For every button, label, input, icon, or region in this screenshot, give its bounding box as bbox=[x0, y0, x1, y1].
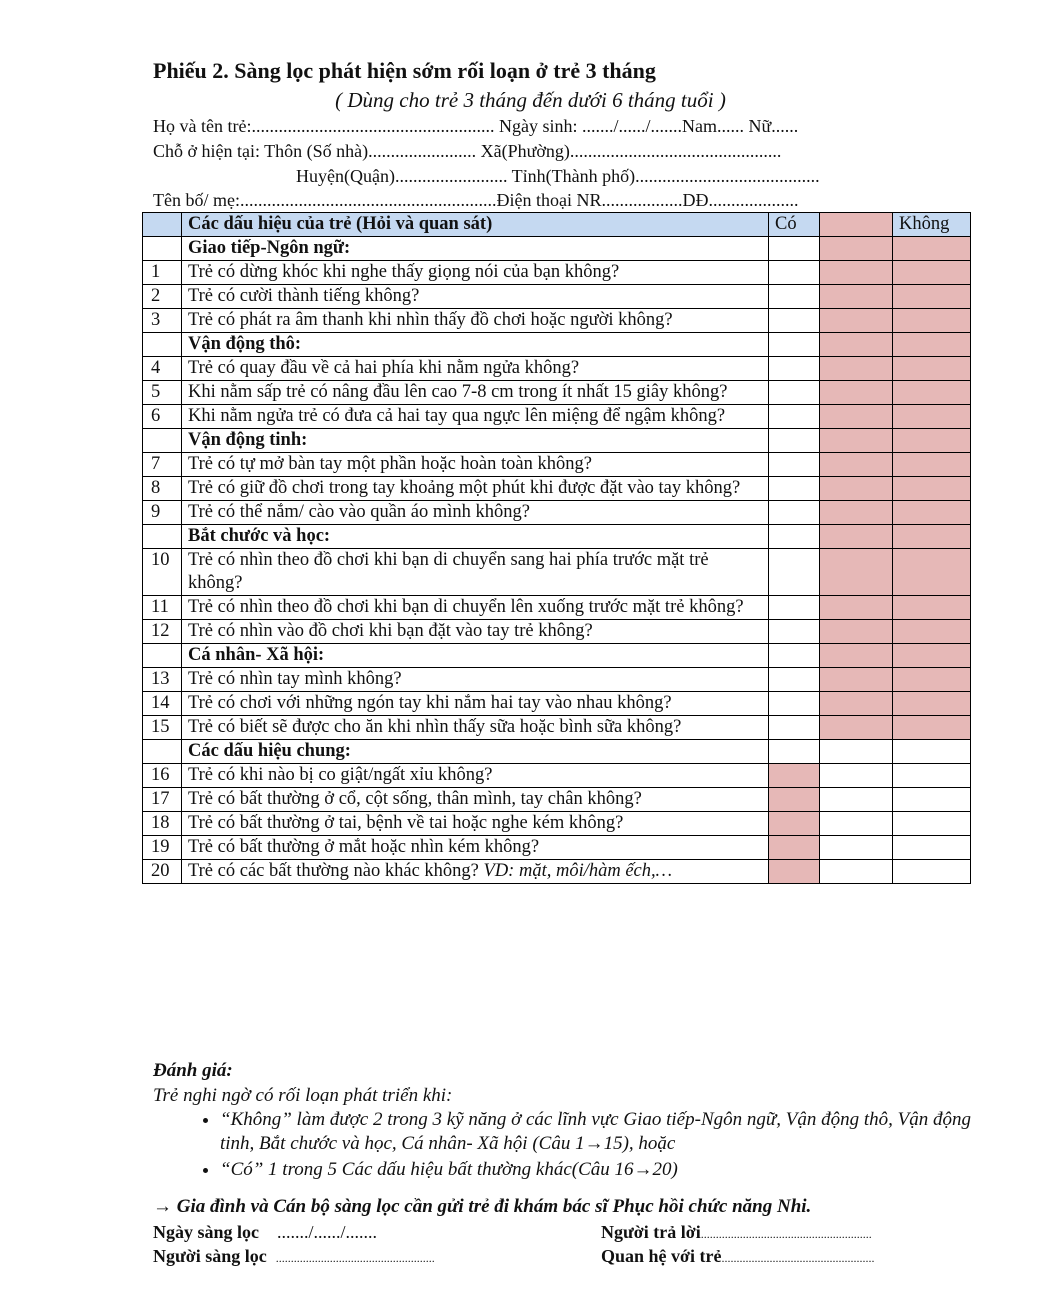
answer-mid-cell[interactable] bbox=[820, 309, 893, 333]
answer-mid-cell[interactable] bbox=[820, 692, 893, 716]
answer-yes-cell[interactable] bbox=[769, 261, 820, 285]
question-number: 1 bbox=[143, 261, 182, 285]
answer-no-cell[interactable] bbox=[893, 549, 971, 596]
section-mid-cell bbox=[820, 644, 893, 668]
question-number: 4 bbox=[143, 357, 182, 381]
question-text: Trẻ có chơi với những ngón tay khi nắm hai tay vào nhau không? bbox=[188, 693, 672, 713]
section-title: Vận động thô: bbox=[182, 333, 769, 357]
answer-yes-cell[interactable] bbox=[769, 357, 820, 381]
question-text: Trẻ có nhìn theo đồ chơi khi bạn di chuyển lên xuống trước mặt trẻ không? bbox=[188, 597, 744, 617]
table-row bbox=[143, 596, 971, 620]
section-no-cell bbox=[893, 740, 971, 764]
relation-value: ................................................... bbox=[721, 1251, 875, 1265]
table-row bbox=[143, 812, 971, 836]
screening-date-label: Ngày sàng lọc bbox=[153, 1222, 260, 1242]
table-row bbox=[143, 764, 971, 788]
header-pink-cell bbox=[820, 213, 893, 237]
info-district-line: Huyện(Quận)......................... Tỉnh(Thành phố)......................................... bbox=[296, 166, 820, 186]
section-num-cell bbox=[143, 740, 182, 764]
question-text-cell bbox=[182, 812, 769, 836]
evaluation-title: Đánh giá: bbox=[153, 1060, 233, 1081]
question-text: Trẻ có quay đầu về cả hai phía khi nằm ngửa không? bbox=[188, 358, 580, 378]
section-num-cell bbox=[143, 429, 182, 453]
answer-no-cell[interactable] bbox=[893, 668, 971, 692]
criteria-item: • “Có” 1 trong 5 Các dấu hiệu bất thường khác(Câu 16→20) bbox=[220, 1158, 1000, 1182]
answer-yes-cell[interactable] bbox=[769, 405, 820, 429]
header-yes-cell: Có bbox=[769, 213, 820, 237]
question-number: 17 bbox=[143, 788, 182, 812]
table-row bbox=[143, 620, 971, 644]
answer-mid-cell[interactable] bbox=[820, 596, 893, 620]
table-row bbox=[143, 477, 971, 501]
answer-yes-cell[interactable] bbox=[769, 860, 820, 884]
answer-yes-cell[interactable] bbox=[769, 812, 820, 836]
header-num-cell bbox=[143, 213, 182, 237]
evaluation-description: Trẻ nghi ngờ có rối loạn phát triển khi: bbox=[153, 1085, 453, 1106]
answer-no-cell[interactable] bbox=[893, 620, 971, 644]
referral-note: → Gia đình và Cán bộ sàng lọc cần gửi trẻ đi khám bác sĩ Phục hồi chức năng Nhi. bbox=[153, 1196, 812, 1217]
section-row bbox=[143, 740, 971, 764]
answer-mid-cell[interactable] bbox=[820, 501, 893, 525]
question-text: Trẻ có cười thành tiếng không? bbox=[188, 286, 420, 306]
answer-yes-cell[interactable] bbox=[769, 477, 820, 501]
question-text-cell bbox=[182, 477, 769, 501]
respondent-label: Người trả lời bbox=[601, 1222, 701, 1242]
question-text: Trẻ có bất thường ở tai, bệnh về tai hoặc nghe kém không? bbox=[188, 813, 624, 833]
answer-mid-cell[interactable] bbox=[820, 549, 893, 596]
section-title: Cá nhân- Xã hội: bbox=[182, 644, 769, 668]
section-yes-cell bbox=[769, 740, 820, 764]
table-row bbox=[143, 549, 971, 596]
answer-no-cell[interactable] bbox=[893, 501, 971, 525]
question-text-cell bbox=[182, 668, 769, 692]
answer-no-cell[interactable] bbox=[893, 596, 971, 620]
respondent-value: ......................................................... bbox=[700, 1227, 872, 1241]
relation-field[interactable] bbox=[601, 1246, 874, 1267]
section-title: Bắt chước và học: bbox=[182, 525, 769, 549]
question-text-cell bbox=[182, 788, 769, 812]
table-row bbox=[143, 860, 971, 884]
question-text: Trẻ có phát ra âm thanh khi nhìn thấy đồ chơi hoặc người không? bbox=[188, 310, 673, 330]
question-text: Trẻ có thể nắm/ cào vào quần áo mình không? bbox=[188, 502, 530, 522]
question-number: 13 bbox=[143, 668, 182, 692]
section-mid-cell bbox=[820, 740, 893, 764]
question-text: Khi nằm ngửa trẻ có đưa cả hai tay qua ngực lên miệng để ngậm không? bbox=[188, 406, 726, 426]
info-parent-line: Tên bố/ mẹ:.........................................................Điện thoại NR..................DĐ.................... bbox=[153, 190, 799, 210]
section-yes-cell bbox=[769, 525, 820, 549]
answer-yes-cell[interactable] bbox=[769, 668, 820, 692]
table-header-row bbox=[143, 213, 971, 237]
answer-mid-cell[interactable] bbox=[820, 477, 893, 501]
question-number: 18 bbox=[143, 812, 182, 836]
question-text-cell bbox=[182, 860, 769, 884]
question-text-cell bbox=[182, 381, 769, 405]
question-number: 19 bbox=[143, 836, 182, 860]
criteria-item: • “Không” làm được 2 trong 3 kỹ năng ở các lĩnh vực Giao tiếp-Ngôn ngữ, Vận động thô, Vận động tinh, Bắt chước và học, Cá nhân- Xã hội (Câu 1→15), hoặc bbox=[220, 1108, 1000, 1156]
answer-mid-cell[interactable] bbox=[820, 836, 893, 860]
question-text: Trẻ có bất thường ở cổ, cột sống, thân mình, tay chân không? bbox=[188, 789, 642, 809]
question-text: Khi nằm sấp trẻ có nâng đầu lên cao 7-8 cm trong ít nhất 15 giây không? bbox=[188, 382, 728, 402]
table-row bbox=[143, 668, 971, 692]
answer-mid-cell[interactable] bbox=[820, 716, 893, 740]
answer-no-cell[interactable] bbox=[893, 309, 971, 333]
question-text: Trẻ có biết sẽ được cho ăn khi nhìn thấy sữa hoặc bình sữa không? bbox=[188, 717, 682, 737]
answer-mid-cell[interactable] bbox=[820, 285, 893, 309]
question-number: 7 bbox=[143, 453, 182, 477]
answer-yes-cell[interactable] bbox=[769, 620, 820, 644]
section-row bbox=[143, 237, 971, 261]
section-row bbox=[143, 644, 971, 668]
header-no-cell: Không bbox=[893, 213, 971, 237]
answer-yes-cell[interactable] bbox=[769, 716, 820, 740]
question-number: 14 bbox=[143, 692, 182, 716]
section-row bbox=[143, 429, 971, 453]
question-text: Trẻ có giữ đồ chơi trong tay khoảng một phút khi được đặt vào tay không? bbox=[188, 478, 741, 498]
question-text-cell bbox=[182, 620, 769, 644]
question-text-cell bbox=[182, 501, 769, 525]
answer-no-cell[interactable] bbox=[893, 788, 971, 812]
answer-mid-cell[interactable] bbox=[820, 261, 893, 285]
table-row bbox=[143, 309, 971, 333]
screener-label: Người sàng lọc bbox=[153, 1246, 267, 1266]
section-title: Các dấu hiệu chung: bbox=[182, 740, 769, 764]
question-text-cell bbox=[182, 764, 769, 788]
question-text-cell bbox=[182, 596, 769, 620]
question-text-cell bbox=[182, 716, 769, 740]
question-text-cell bbox=[182, 309, 769, 333]
form-subtitle: ( Dùng cho trẻ 3 tháng đến dưới 6 tháng tuổi ) bbox=[335, 88, 726, 112]
form-title: Phiếu 2. Sàng lọc phát hiện sớm rối loạn ở trẻ 3 tháng bbox=[153, 58, 656, 83]
answer-no-cell[interactable] bbox=[893, 836, 971, 860]
section-yes-cell bbox=[769, 237, 820, 261]
answer-yes-cell[interactable] bbox=[769, 596, 820, 620]
question-example: VD: mặt, môi/hàm ếch,… bbox=[483, 861, 673, 881]
question-number: 12 bbox=[143, 620, 182, 644]
table-row bbox=[143, 836, 971, 860]
table-row bbox=[143, 261, 971, 285]
answer-no-cell[interactable] bbox=[893, 381, 971, 405]
question-text: Trẻ có nhìn vào đồ chơi khi bạn đặt vào tay trẻ không? bbox=[188, 621, 593, 641]
answer-mid-cell[interactable] bbox=[820, 812, 893, 836]
screener-value: ..................................................... bbox=[275, 1251, 435, 1265]
question-text: Trẻ có nhìn tay mình không? bbox=[188, 669, 402, 689]
answer-no-cell[interactable] bbox=[893, 405, 971, 429]
relation-label: Quan hệ với trẻ bbox=[601, 1246, 722, 1266]
section-yes-cell bbox=[769, 333, 820, 357]
header-signs-cell: Các dấu hiệu của trẻ (Hỏi và quan sát) bbox=[182, 213, 769, 237]
question-number: 11 bbox=[143, 596, 182, 620]
screening-table bbox=[142, 212, 971, 884]
answer-yes-cell[interactable] bbox=[769, 501, 820, 525]
table-row bbox=[143, 357, 971, 381]
answer-mid-cell[interactable] bbox=[820, 381, 893, 405]
info-child-name-line: Họ và tên trẻ:...................................................... Ngày sinh: ......./....../.......Nam...... Nữ...... bbox=[153, 116, 799, 136]
answer-yes-cell[interactable] bbox=[769, 381, 820, 405]
answer-no-cell[interactable] bbox=[893, 764, 971, 788]
question-text-cell bbox=[182, 285, 769, 309]
answer-yes-cell[interactable] bbox=[769, 549, 820, 596]
screener-field[interactable] bbox=[153, 1246, 435, 1267]
answer-no-cell[interactable] bbox=[893, 812, 971, 836]
screening-date-value: ......./....../....... bbox=[277, 1222, 378, 1242]
question-number: 10 bbox=[143, 549, 182, 596]
screening-date-field[interactable] bbox=[153, 1222, 377, 1243]
table-row bbox=[143, 285, 971, 309]
question-text: Trẻ có các bất thường nào khác không? bbox=[188, 861, 484, 881]
section-no-cell bbox=[893, 429, 971, 453]
question-number: 16 bbox=[143, 764, 182, 788]
section-mid-cell bbox=[820, 333, 893, 357]
section-num-cell bbox=[143, 525, 182, 549]
section-num-cell bbox=[143, 333, 182, 357]
answer-no-cell[interactable] bbox=[893, 285, 971, 309]
answer-yes-cell[interactable] bbox=[769, 764, 820, 788]
table-row bbox=[143, 788, 971, 812]
question-number: 8 bbox=[143, 477, 182, 501]
question-text: Trẻ có tự mở bàn tay một phần hoặc hoàn toàn không? bbox=[188, 454, 592, 474]
answer-yes-cell[interactable] bbox=[769, 788, 820, 812]
answer-no-cell[interactable] bbox=[893, 261, 971, 285]
question-text-cell bbox=[182, 692, 769, 716]
section-no-cell bbox=[893, 237, 971, 261]
question-text: Trẻ có dừng khóc khi nghe thấy giọng nói của bạn không? bbox=[188, 262, 620, 282]
info-address-line: Chỗ ở hiện tại: Thôn (Số nhà)........................ Xã(Phường)............................................... bbox=[153, 141, 782, 161]
section-yes-cell bbox=[769, 644, 820, 668]
section-mid-cell bbox=[820, 237, 893, 261]
question-text: Trẻ có khi nào bị co giật/ngất xỉu không? bbox=[188, 765, 493, 785]
answer-mid-cell[interactable] bbox=[820, 860, 893, 884]
question-number: 20 bbox=[143, 860, 182, 884]
section-title: Giao tiếp-Ngôn ngữ: bbox=[182, 237, 769, 261]
answer-mid-cell[interactable] bbox=[820, 620, 893, 644]
question-number: 9 bbox=[143, 501, 182, 525]
section-row bbox=[143, 333, 971, 357]
table-row bbox=[143, 405, 971, 429]
question-number: 3 bbox=[143, 309, 182, 333]
answer-no-cell[interactable] bbox=[893, 357, 971, 381]
section-yes-cell bbox=[769, 429, 820, 453]
evaluation-criteria bbox=[190, 1108, 1000, 1184]
table-row bbox=[143, 716, 971, 740]
question-text-cell bbox=[182, 549, 769, 596]
question-number: 2 bbox=[143, 285, 182, 309]
respondent-field[interactable] bbox=[601, 1222, 872, 1243]
answer-no-cell[interactable] bbox=[893, 716, 971, 740]
section-no-cell bbox=[893, 525, 971, 549]
answer-mid-cell[interactable] bbox=[820, 357, 893, 381]
table-row bbox=[143, 501, 971, 525]
table-row bbox=[143, 692, 971, 716]
answer-yes-cell[interactable] bbox=[769, 836, 820, 860]
question-number: 6 bbox=[143, 405, 182, 429]
table-row bbox=[143, 381, 971, 405]
question-number: 5 bbox=[143, 381, 182, 405]
question-text-cell bbox=[182, 836, 769, 860]
answer-yes-cell[interactable] bbox=[769, 285, 820, 309]
section-mid-cell bbox=[820, 429, 893, 453]
answer-mid-cell[interactable] bbox=[820, 668, 893, 692]
section-num-cell bbox=[143, 237, 182, 261]
table-row bbox=[143, 453, 971, 477]
answer-yes-cell[interactable] bbox=[769, 309, 820, 333]
answer-no-cell[interactable] bbox=[893, 453, 971, 477]
section-no-cell bbox=[893, 644, 971, 668]
question-text-cell bbox=[182, 357, 769, 381]
question-text-cell bbox=[182, 405, 769, 429]
answer-yes-cell[interactable] bbox=[769, 692, 820, 716]
section-mid-cell bbox=[820, 525, 893, 549]
section-title: Vận động tinh: bbox=[182, 429, 769, 453]
question-text-cell bbox=[182, 453, 769, 477]
question-number: 15 bbox=[143, 716, 182, 740]
answer-no-cell[interactable] bbox=[893, 692, 971, 716]
answer-yes-cell[interactable] bbox=[769, 453, 820, 477]
answer-no-cell[interactable] bbox=[893, 477, 971, 501]
answer-mid-cell[interactable] bbox=[820, 764, 893, 788]
answer-no-cell[interactable] bbox=[893, 860, 971, 884]
section-num-cell bbox=[143, 644, 182, 668]
answer-mid-cell[interactable] bbox=[820, 453, 893, 477]
question-text: Trẻ có nhìn theo đồ chơi khi bạn di chuyển sang hai phía trước mặt trẻ không? bbox=[188, 550, 709, 593]
question-text: Trẻ có bất thường ở mắt hoặc nhìn kém không? bbox=[188, 837, 540, 857]
answer-mid-cell[interactable] bbox=[820, 405, 893, 429]
section-row bbox=[143, 525, 971, 549]
answer-mid-cell[interactable] bbox=[820, 788, 893, 812]
question-text-cell bbox=[182, 261, 769, 285]
section-no-cell bbox=[893, 333, 971, 357]
